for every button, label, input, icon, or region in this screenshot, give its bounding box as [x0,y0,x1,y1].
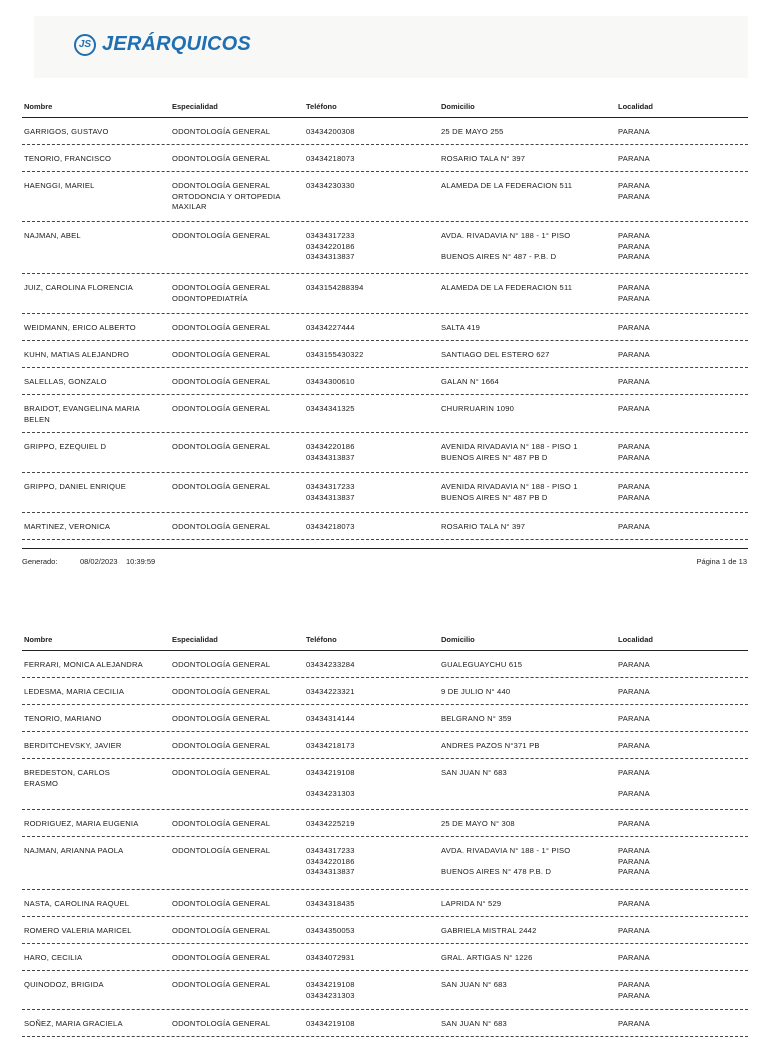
table-row [22,314,748,341]
header-nombre: Nombre [24,635,53,644]
table-row [22,837,748,890]
cell-domicilio: LAPRIDA N° 529 [441,899,502,908]
generated-date: 08/02/2023 [80,557,118,566]
generated-time: 10:39:59 [126,557,156,566]
cell-telefono: 03434317233 03434313837 [306,482,355,502]
cell-localidad: PARANA [618,819,650,828]
cell-especialidad: ODONTOLOGÍA GENERAL [172,953,271,962]
header-telefono: Teléfono [306,635,337,644]
cell-domicilio: ALAMEDA DE LA FEDERACION 511 [441,181,573,190]
table-row [22,678,748,705]
table-row [22,433,748,473]
cell-domicilio: SANTIAGO DEL ESTERO 627 [441,350,550,359]
cell-localidad: PARANA [618,1019,650,1028]
cell-domicilio: AVENIDA RIVADAVIA N° 188 - PISO 1 BUENOS AIRES N° 487 PB D [441,442,578,462]
cell-telefono: 03434314144 [306,714,355,723]
table-row [22,917,748,944]
table-row [22,705,748,732]
cell-telefono: 03434200308 [306,127,355,136]
table-body [22,118,748,540]
cell-telefono: 03434317233 03434220186 03434313837 [306,846,355,876]
header-nombre: Nombre [24,102,53,111]
cell-especialidad: ODONTOLOGÍA GENERAL [172,819,271,828]
header-telefono: Teléfono [306,102,337,111]
brand-logo [74,33,251,56]
cell-nombre: GARRIGOS, GUSTAVO [24,127,109,136]
table-row [22,368,748,395]
table-row [22,513,748,540]
cell-especialidad: ODONTOLOGÍA GENERAL [172,442,271,451]
header-domicilio: Domicilio [441,635,475,644]
header-especialidad: Especialidad [172,102,218,111]
cell-domicilio: AVDA. RIVADAVIA N° 188 - 1° PISO BUENOS AIRES N° 487 - P.B. D [441,231,571,261]
cell-localidad: PARANA [618,687,650,696]
cell-localidad: PARANA [618,741,650,750]
cell-telefono: 03434350053 [306,926,355,935]
cell-localidad: PARANA [618,127,650,136]
cell-telefono: 03434233284 [306,660,355,669]
cell-nombre: BRAIDOT, EVANGELINA MARIA BELEN [24,404,140,424]
cell-localidad: PARANA [618,377,650,386]
cell-especialidad: ODONTOLOGÍA GENERAL ODONTOPEDIATRÍA [172,283,271,303]
cell-especialidad: ODONTOLOGÍA GENERAL ORTODONCIA Y ORTOPEDIA MAXILAR [172,181,281,211]
cell-nombre: LEDESMA, MARIA CECILIA [24,687,125,696]
cell-especialidad: ODONTOLOGÍA GENERAL [172,714,271,723]
cell-nombre: GRIPPO, EZEQUIEL D [24,442,107,451]
cell-domicilio: GUALEGUAYCHU 615 [441,660,523,669]
cell-nombre: RODRIGUEZ, MARIA EUGENIA [24,819,139,828]
cell-nombre: HAENGGI, MARIEL [24,181,95,190]
cell-especialidad: ODONTOLOGÍA GENERAL [172,482,271,491]
cell-domicilio: SAN JUAN N° 683 [441,768,507,777]
cell-nombre: NAJMAN, ABEL [24,231,81,240]
table-row [22,222,748,274]
page-number: Página 1 de 13 [696,557,747,566]
cell-domicilio: SAN JUAN N° 683 [441,980,507,989]
cell-domicilio: GRAL. ARTIGAS N° 1226 [441,953,533,962]
cell-telefono: 0343155430322 [306,350,364,359]
cell-nombre: SOÑEZ, MARIA GRACIELA [24,1019,123,1028]
table-row [22,732,748,759]
cell-especialidad: ODONTOLOGÍA GENERAL [172,350,271,359]
cell-nombre: QUINODOZ, BRIGIDA [24,980,104,989]
cell-especialidad: ODONTOLOGÍA GENERAL [172,404,271,413]
cell-nombre: FERRARI, MONICA ALEJANDRA [24,660,143,669]
cell-nombre: KUHN, MATIAS ALEJANDRO [24,350,130,359]
cell-nombre: NAJMAN, ARIANNA PAOLA [24,846,124,855]
cell-especialidad: ODONTOLOGÍA GENERAL [172,522,271,531]
cell-domicilio: ROSARIO TALA N° 397 [441,522,526,531]
cell-especialidad: ODONTOLOGÍA GENERAL [172,127,271,136]
cell-nombre: ROMERO VALERIA MARICEL [24,926,132,935]
cell-especialidad: ODONTOLOGÍA GENERAL [172,660,271,669]
cell-localidad: PARANA PARANA [618,181,650,201]
cell-localidad: PARANA [618,714,650,723]
cell-localidad: PARANA [618,323,650,332]
cell-especialidad: ODONTOLOGÍA GENERAL [172,1019,271,1028]
table-row [22,473,748,513]
cell-localidad: PARANA PARANA [618,442,650,462]
cell-especialidad: ODONTOLOGÍA GENERAL [172,377,271,386]
table-row [22,944,748,971]
cell-localidad: PARANA PARANA PARANA [618,846,650,876]
cell-localidad: PARANA [618,154,650,163]
cell-nombre: BERDITCHEVSKY, JAVIER [24,741,122,750]
cell-localidad: PARANA [618,522,650,531]
cell-especialidad: ODONTOLOGÍA GENERAL [172,899,271,908]
generated-label: Generado: [22,557,58,566]
cell-nombre: JUIZ, CAROLINA FLORENCIA [24,283,134,292]
cell-especialidad: ODONTOLOGÍA GENERAL [172,687,271,696]
cell-domicilio: ROSARIO TALA N° 397 [441,154,526,163]
cell-telefono: 03434218073 [306,522,355,531]
cell-especialidad: ODONTOLOGÍA GENERAL [172,768,271,777]
cell-localidad: PARANA PARANA [618,980,650,1000]
cell-telefono: 03434219108 03434231303 [306,768,355,798]
providers-table-page-1 [22,100,748,540]
header-localidad: Localidad [618,102,654,111]
table-row [22,172,748,222]
footer-divider [22,548,748,549]
cell-domicilio: SAN JUAN N° 683 [441,1019,507,1028]
table-row [22,145,748,172]
cell-domicilio: BELGRANO N° 359 [441,714,512,723]
cell-nombre: WEIDMANN, ERICO ALBERTO [24,323,136,332]
cell-localidad: PARANA PARANA PARANA [618,231,650,261]
cell-telefono: 03434318435 [306,899,355,908]
cell-telefono: 03434341325 [306,404,355,413]
cell-telefono: 03434218073 [306,154,355,163]
cell-localidad: PARANA [618,953,650,962]
cell-nombre: MARTINEZ, VERONICA [24,522,111,531]
cell-domicilio: 9 DE JULIO N° 440 [441,687,511,696]
cell-nombre: SALELLAS, GONZALO [24,377,107,386]
cell-telefono: 03434072931 [306,953,355,962]
table-row [22,395,748,433]
cell-localidad: PARANA [618,404,650,413]
table-row [22,810,748,837]
cell-domicilio: AVENIDA RIVADAVIA N° 188 - PISO 1 BUENOS AIRES N° 487 PB D [441,482,578,502]
cell-domicilio: GABRIELA MISTRAL 2442 [441,926,537,935]
cell-nombre: HARO, CECILIA [24,953,83,962]
cell-domicilio: SALTA 419 [441,323,481,332]
cell-telefono: 0343154288394 [306,283,364,292]
cell-telefono: 03434225219 [306,819,355,828]
cell-domicilio: AVDA. RIVADAVIA N° 188 - 1° PISO BUENOS AIRES N° 478 P.B. D [441,846,571,876]
brand-mark-icon: JS [74,34,96,56]
cell-especialidad: ODONTOLOGÍA GENERAL [172,926,271,935]
cell-nombre: GRIPPO, DANIEL ENRIQUE [24,482,127,491]
cell-domicilio: ANDRES PAZOS N°371 PB [441,741,540,750]
cell-nombre: TENORIO, FRANCISCO [24,154,112,163]
cell-telefono: 03434219108 03434231303 [306,980,355,1000]
header-especialidad: Especialidad [172,635,218,644]
table-row [22,118,748,145]
header-localidad: Localidad [618,635,654,644]
table-row [22,759,748,810]
cell-especialidad: ODONTOLOGÍA GENERAL [172,980,271,989]
cell-nombre: TENORIO, MARIANO [24,714,102,723]
cell-domicilio: ALAMEDA DE LA FEDERACION 511 [441,283,573,292]
cell-localidad: PARANA PARANA [618,482,650,502]
cell-localidad: PARANA PARANA [618,283,650,303]
table-row [22,341,748,368]
table-row [22,890,748,917]
cell-localidad: PARANA PARANA [618,768,650,798]
cell-domicilio: CHURRUARIN 1090 [441,404,515,413]
table-row [22,274,748,314]
cell-telefono: 03434223321 [306,687,355,696]
cell-especialidad: ODONTOLOGÍA GENERAL [172,154,271,163]
cell-especialidad: ODONTOLOGÍA GENERAL [172,741,271,750]
header-domicilio: Domicilio [441,102,475,111]
table-row [22,971,748,1010]
table-header [22,633,748,651]
cell-nombre: BREDESTON, CARLOS ERASMO [24,768,110,788]
cell-localidad: PARANA [618,926,650,935]
cell-nombre: NASTA, CAROLINA RAQUEL [24,899,130,908]
cell-telefono: 03434317233 03434220186 03434313837 [306,231,355,261]
cell-telefono: 03434300610 [306,377,355,386]
providers-table-page-2 [22,633,748,1037]
cell-localidad: PARANA [618,660,650,669]
cell-telefono: 03434220186 03434313837 [306,442,355,462]
cell-telefono: 03434219108 [306,1019,355,1028]
table-header [22,100,748,118]
cell-domicilio: GALAN N° 1664 [441,377,499,386]
cell-especialidad: ODONTOLOGÍA GENERAL [172,323,271,332]
cell-localidad: PARANA [618,350,650,359]
table-row [22,651,748,678]
cell-telefono: 03434230330 [306,181,355,190]
cell-telefono: 03434218173 [306,741,355,750]
table-body [22,651,748,1037]
cell-domicilio: 25 DE MAYO 255 [441,127,504,136]
cell-telefono: 03434227444 [306,323,355,332]
cell-domicilio: 25 DE MAYO N° 308 [441,819,515,828]
brand-name: JERÁRQUICOS [102,33,251,55]
cell-especialidad: ODONTOLOGÍA GENERAL [172,231,271,240]
cell-localidad: PARANA [618,899,650,908]
cell-especialidad: ODONTOLOGÍA GENERAL [172,846,271,855]
